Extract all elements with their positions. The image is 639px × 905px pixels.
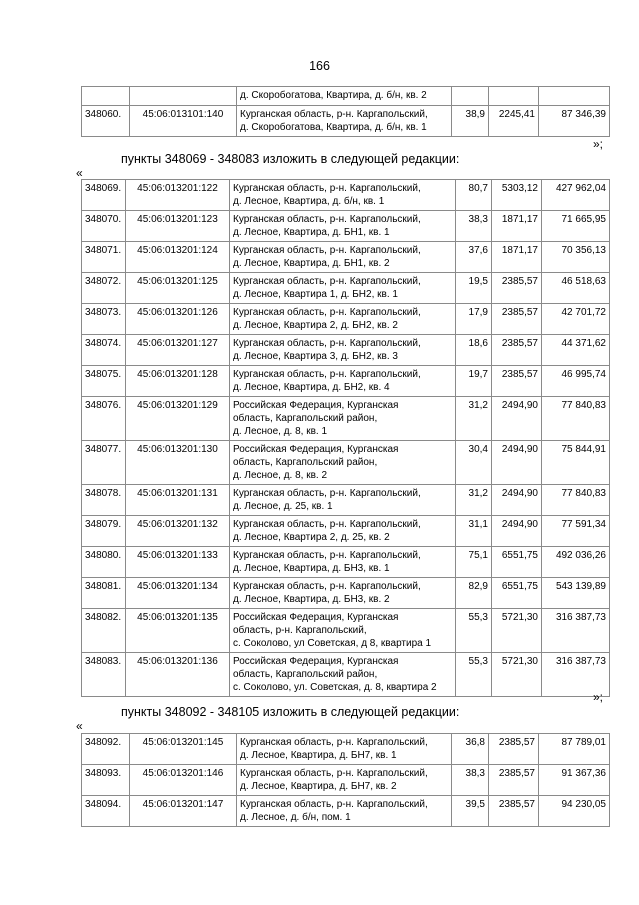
rate: 5303,12 — [492, 180, 542, 211]
cadastral-cost: 44 371,62 — [542, 335, 610, 366]
opening-quote: « — [76, 166, 83, 180]
rate: 1871,17 — [492, 242, 542, 273]
rate: 2494,90 — [492, 516, 542, 547]
cadastral-cost: 77 840,83 — [542, 485, 610, 516]
row-number: 348070. — [82, 211, 126, 242]
area: 37,6 — [456, 242, 492, 273]
address: Курганская область, р-н. Каргапольский, д. Лесное, Квартира, д. БН7, кв. 1 — [237, 734, 452, 765]
table-row — [82, 516, 610, 547]
address: Курганская область, р-н. Каргапольский, д. Лесное, Квартира, д. БН2, кв. 4 — [230, 366, 456, 397]
rate: 2385,57 — [492, 304, 542, 335]
cadastral-cost: 87 789,01 — [539, 734, 610, 765]
cadastral-number: 45:06:013201:128 — [126, 366, 230, 397]
row-number: 348072. — [82, 273, 126, 304]
cadastral-number: 45:06:013201:130 — [126, 441, 230, 485]
row-number — [82, 87, 130, 106]
row-number: 348060. — [82, 106, 130, 137]
rate: 5721,30 — [492, 653, 542, 697]
rate — [489, 87, 539, 106]
cadastral-number — [130, 87, 237, 106]
area: 75,1 — [456, 547, 492, 578]
cadastral-cost: 427 962,04 — [542, 180, 610, 211]
address: Курганская область, р-н. Каргапольский, д. Скоробогатова, Квартира, д. б/н, кв. 1 — [237, 106, 452, 137]
registry-table-1 — [81, 86, 610, 137]
area — [452, 87, 489, 106]
address: Курганская область, р-н. Каргапольский, д. Лесное, Квартира, д. БН7, кв. 2 — [237, 765, 452, 796]
cadastral-cost: 71 665,95 — [542, 211, 610, 242]
address: Российская Федерация, Курганская область, р-н. Каргапольский, с. Соколово, ул Советская, д 8, квартира 1 — [230, 609, 456, 653]
area: 55,3 — [456, 609, 492, 653]
table-row — [82, 653, 610, 697]
address: Курганская область, р-н. Каргапольский, д. Лесное, Квартира, д. БН3, кв. 1 — [230, 547, 456, 578]
address: Курганская область, р-н. Каргапольский, д. Лесное, Квартира, д. БН3, кв. 2 — [230, 578, 456, 609]
area: 38,3 — [456, 211, 492, 242]
table-body — [82, 734, 610, 827]
amendment-paragraph: пункты 348092 - 348105 изложить в следующей редакции: — [121, 705, 460, 719]
cadastral-cost: 42 701,72 — [542, 304, 610, 335]
registry-table-3 — [81, 733, 610, 827]
table-row — [82, 547, 610, 578]
registry-table-2 — [81, 179, 610, 697]
closing-quote: »; — [593, 690, 604, 704]
area: 80,7 — [456, 180, 492, 211]
cadastral-cost: 94 230,05 — [539, 796, 610, 827]
cadastral-number: 45:06:013201:133 — [126, 547, 230, 578]
cadastral-number: 45:06:013201:124 — [126, 242, 230, 273]
table-row — [82, 106, 610, 137]
cadastral-cost: 70 356,13 — [542, 242, 610, 273]
address: Российская Федерация, Курганская область, Каргапольский район, д. Лесное, д. 8, кв. 2 — [230, 441, 456, 485]
address: Курганская область, р-н. Каргапольский, д. Лесное, Квартира 2, д. БН2, кв. 2 — [230, 304, 456, 335]
table-row — [82, 180, 610, 211]
cadastral-number: 45:06:013201:135 — [126, 609, 230, 653]
rate: 2385,57 — [492, 335, 542, 366]
cadastral-cost: 77 840,83 — [542, 397, 610, 441]
table-row — [82, 335, 610, 366]
table-row — [82, 304, 610, 335]
area: 55,3 — [456, 653, 492, 697]
table-row — [82, 609, 610, 653]
row-number: 348077. — [82, 441, 126, 485]
cadastral-number: 45:06:013201:132 — [126, 516, 230, 547]
row-number: 348081. — [82, 578, 126, 609]
address: Российская Федерация, Курганская область, Каргапольский район, с. Соколово, ул. Советская, д. 8, квартира 2 — [230, 653, 456, 697]
row-number: 348082. — [82, 609, 126, 653]
row-number: 348074. — [82, 335, 126, 366]
row-number: 348083. — [82, 653, 126, 697]
row-number: 348073. — [82, 304, 126, 335]
area: 31,2 — [456, 485, 492, 516]
area: 36,8 — [452, 734, 489, 765]
cadastral-number: 45:06:013201:127 — [126, 335, 230, 366]
table-body — [82, 180, 610, 697]
row-number: 348078. — [82, 485, 126, 516]
table-row — [82, 765, 610, 796]
address: Курганская область, р-н. Каргапольский, д. Лесное, Квартира, д. БН1, кв. 1 — [230, 211, 456, 242]
cadastral-number: 45:06:013201:145 — [130, 734, 237, 765]
rate: 2385,57 — [492, 273, 542, 304]
amendment-paragraph: пункты 348069 - 348083 изложить в следующей редакции: — [121, 152, 460, 166]
area: 30,4 — [456, 441, 492, 485]
cadastral-number: 45:06:013201:146 — [130, 765, 237, 796]
row-number: 348075. — [82, 366, 126, 397]
rate: 2494,90 — [492, 397, 542, 441]
address: Курганская область, р-н. Каргапольский, д. Лесное, д. 25, кв. 1 — [230, 485, 456, 516]
row-number: 348080. — [82, 547, 126, 578]
cadastral-cost: 316 387,73 — [542, 609, 610, 653]
cadastral-number: 45:06:013201:126 — [126, 304, 230, 335]
address: Курганская область, р-н. Каргапольский, д. Лесное, Квартира, д. б/н, кв. 1 — [230, 180, 456, 211]
rate: 2494,90 — [492, 441, 542, 485]
rate: 2385,57 — [492, 366, 542, 397]
area: 38,9 — [452, 106, 489, 137]
row-number: 348094. — [82, 796, 130, 827]
table-row — [82, 578, 610, 609]
address: Курганская область, р-н. Каргапольский, д. Лесное, Квартира, д. БН1, кв. 2 — [230, 242, 456, 273]
table-row — [82, 734, 610, 765]
rate: 1871,17 — [492, 211, 542, 242]
closing-quote: »; — [593, 137, 604, 151]
cadastral-cost: 316 387,73 — [542, 653, 610, 697]
table-row — [82, 87, 610, 106]
row-number: 348071. — [82, 242, 126, 273]
address: д. Скоробогатова, Квартира, д. б/н, кв. 2 — [237, 87, 452, 106]
row-number: 348079. — [82, 516, 126, 547]
table-row — [82, 211, 610, 242]
table-row — [82, 242, 610, 273]
cadastral-cost: 91 367,36 — [539, 765, 610, 796]
cadastral-number: 45:06:013201:122 — [126, 180, 230, 211]
cadastral-cost: 543 139,89 — [542, 578, 610, 609]
cadastral-number: 45:06:013201:123 — [126, 211, 230, 242]
area: 18,6 — [456, 335, 492, 366]
cadastral-cost: 77 591,34 — [542, 516, 610, 547]
rate: 2494,90 — [492, 485, 542, 516]
rate: 2385,57 — [489, 765, 539, 796]
area: 19,5 — [456, 273, 492, 304]
cadastral-number: 45:06:013201:147 — [130, 796, 237, 827]
page-number: 166 — [309, 59, 330, 73]
cadastral-cost: 46 518,63 — [542, 273, 610, 304]
table-row — [82, 796, 610, 827]
area: 38,3 — [452, 765, 489, 796]
table-row — [82, 397, 610, 441]
rate: 2245,41 — [489, 106, 539, 137]
row-number: 348092. — [82, 734, 130, 765]
rate: 5721,30 — [492, 609, 542, 653]
rate: 2385,57 — [489, 796, 539, 827]
cadastral-number: 45:06:013101:140 — [130, 106, 237, 137]
opening-quote: « — [76, 719, 83, 733]
area: 39,5 — [452, 796, 489, 827]
cadastral-cost — [539, 87, 610, 106]
table-row — [82, 366, 610, 397]
area: 17,9 — [456, 304, 492, 335]
table-row — [82, 441, 610, 485]
address: Российская Федерация, Курганская область, Каргапольский район, д. Лесное, д. 8, кв. 1 — [230, 397, 456, 441]
address: Курганская область, р-н. Каргапольский, д. Лесное, Квартира 1, д. БН2, кв. 1 — [230, 273, 456, 304]
row-number: 348093. — [82, 765, 130, 796]
area: 19,7 — [456, 366, 492, 397]
cadastral-number: 45:06:013201:136 — [126, 653, 230, 697]
cadastral-cost: 87 346,39 — [539, 106, 610, 137]
area: 31,2 — [456, 397, 492, 441]
cadastral-cost: 75 844,91 — [542, 441, 610, 485]
cadastral-number: 45:06:013201:134 — [126, 578, 230, 609]
cadastral-number: 45:06:013201:129 — [126, 397, 230, 441]
address: Курганская область, р-н. Каргапольский, д. Лесное, Квартира 3, д. БН2, кв. 3 — [230, 335, 456, 366]
row-number: 348076. — [82, 397, 126, 441]
cadastral-cost: 46 995,74 — [542, 366, 610, 397]
cadastral-cost: 492 036,26 — [542, 547, 610, 578]
rate: 6551,75 — [492, 578, 542, 609]
row-number: 348069. — [82, 180, 126, 211]
address: Курганская область, р-н. Каргапольский, д. Лесное, Квартира 2, д. 25, кв. 2 — [230, 516, 456, 547]
address: Курганская область, р-н. Каргапольский, д. Лесное, д. б/н, пом. 1 — [237, 796, 452, 827]
table-row — [82, 273, 610, 304]
area: 31,1 — [456, 516, 492, 547]
rate: 6551,75 — [492, 547, 542, 578]
cadastral-number: 45:06:013201:125 — [126, 273, 230, 304]
cadastral-number: 45:06:013201:131 — [126, 485, 230, 516]
rate: 2385,57 — [489, 734, 539, 765]
table-row — [82, 485, 610, 516]
area: 82,9 — [456, 578, 492, 609]
